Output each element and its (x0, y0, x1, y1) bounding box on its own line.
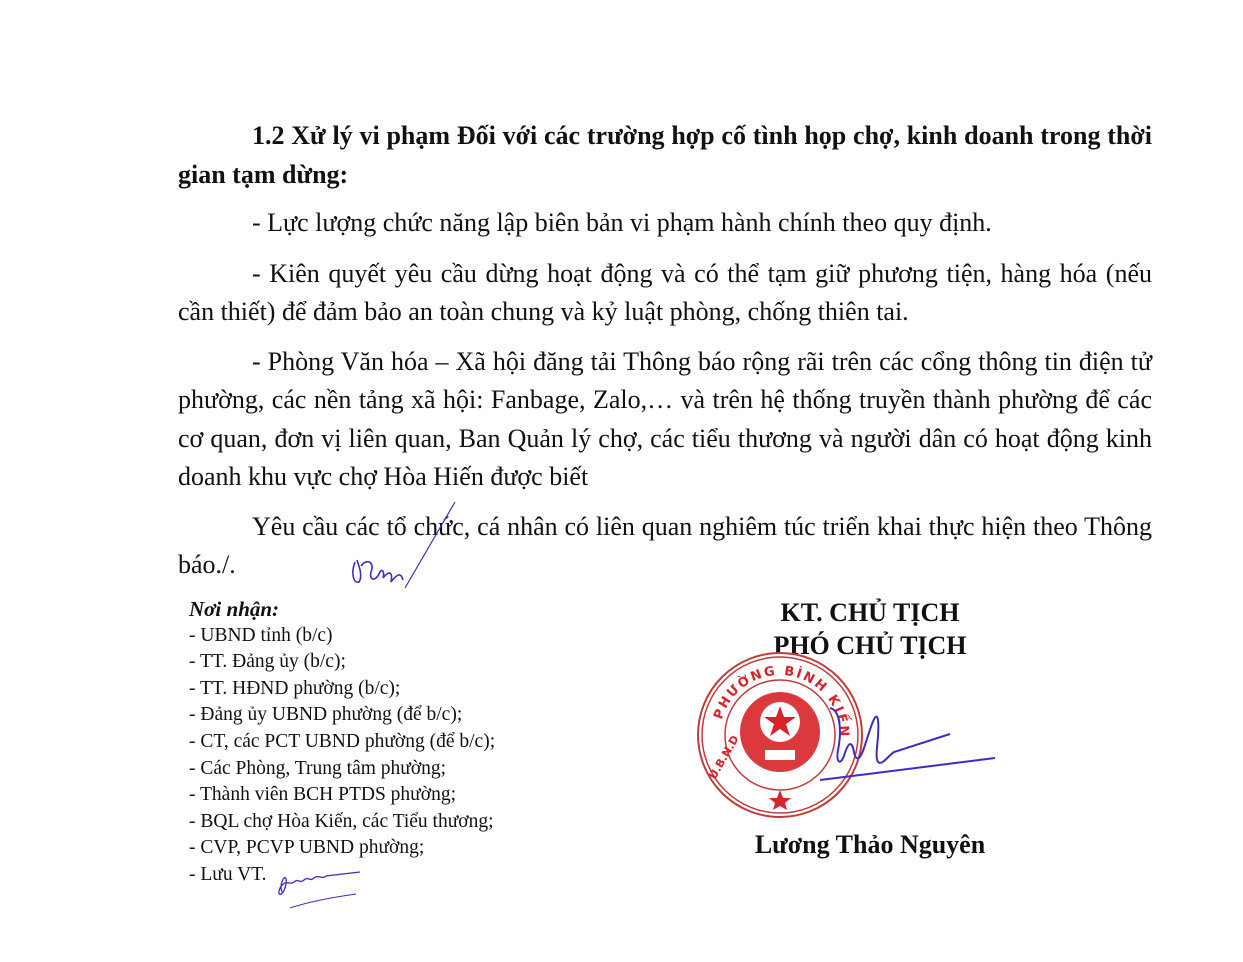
paragraph-1: - Lực lượng chức năng lập biên bản vi phạm hành chính theo quy định. (252, 208, 992, 237)
recipient-item: - Lưu VT. (189, 863, 267, 885)
recipients-list (189, 596, 495, 889)
svg-text:PHƯỜNG BÌNH KIẾN: PHƯỜNG BÌNH KIẾN (711, 663, 852, 739)
clerk-signature-icon (268, 862, 368, 912)
recipient-item: - Đảng ủy UBND phường (để b/c); (189, 704, 463, 726)
recipient-item: - TT. HĐND phường (b/c); (189, 677, 401, 699)
svg-text:U.B.N.D: U.B.N.D (706, 733, 742, 782)
signer-name: Lương Thảo Nguyên (754, 830, 986, 859)
paragraph-closing: Yêu cầu các tổ chức, cá nhân có liên quan nghiêm túc triển khai thực hiện theo Thông báo./. (178, 511, 1152, 579)
recipient-item: - TT. Đảng ủy (b/c); (189, 651, 346, 673)
recipient-item: - CVP, PCVP UBND phường; (189, 837, 425, 859)
recipient-item: - Các Phòng, Trung tâm phường; (189, 757, 447, 779)
recipients-title: Nơi nhận: (189, 597, 280, 621)
recipient-item: - CT, các PCT UBND phường (để b/c); (189, 730, 496, 752)
paragraph-2: - Kiên quyết yêu cầu dừng hoạt động và có thể tạm giữ phương tiện, hàng hóa (nếu cần thiết) để đảm bảo an toàn chung và kỷ luật phòng, chống thiên tai. (178, 258, 1152, 326)
paragraph-3: - Phòng Văn hóa – Xã hội đăng tải Thông báo rộng rãi trên các cổng thông tin điện tử phường, các nền tảng xã hội: Fanbage, Zalo,… và trên hệ thống truyền thành phường để các cơ quan, đơn vị liên quan, Ban Quản lý chợ, các tiểu thương và người dân có hoạt động kinh doanh khu vực chợ Hòa Hiến được biết (178, 346, 1152, 491)
section-heading: 1.2 Xử lý vi phạm Đối với các trường hợp cố tình họp chợ, kinh doanh trong thời gian tạm dừng: (178, 121, 1152, 189)
recipient-item: - Thành viên BCH PTDS phường; (189, 784, 456, 806)
signature-title-line1: KT. CHỦ TỊCH (780, 598, 960, 627)
recipient-item: - UBND tỉnh (b/c) (189, 624, 333, 646)
initials-signature-icon (345, 500, 465, 595)
document-body (178, 117, 1152, 585)
main-signature-icon (780, 700, 1000, 785)
recipient-item: - BQL chợ Hòa Kiến, các Tiểu thương; (189, 810, 494, 832)
signature-title-line2: PHÓ CHỦ TỊCH (773, 631, 967, 660)
